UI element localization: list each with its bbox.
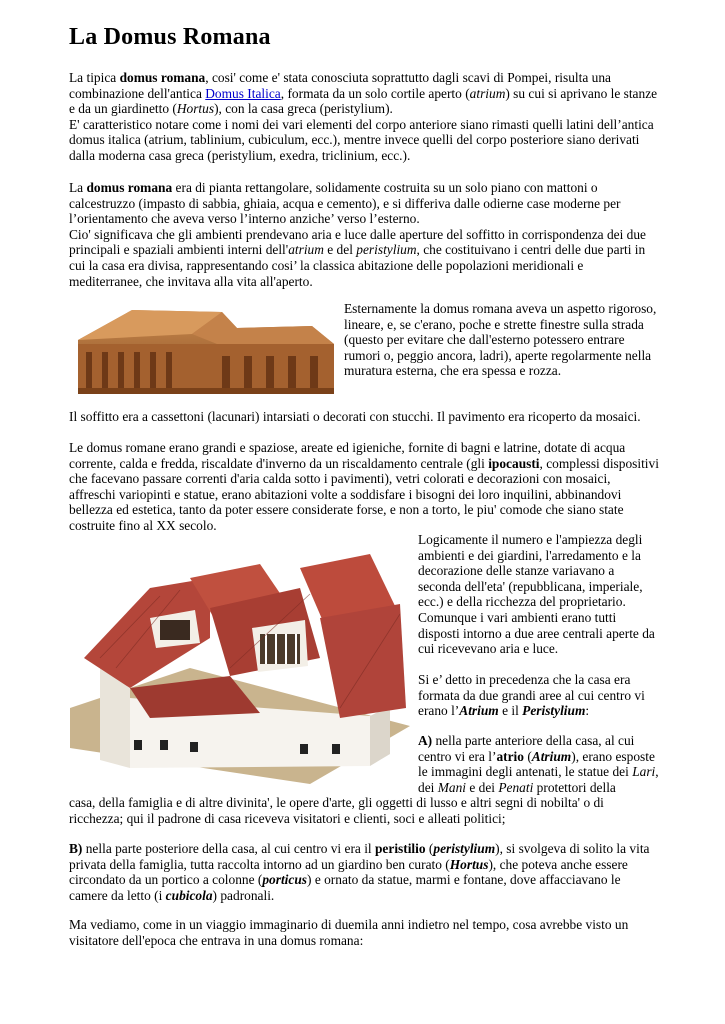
domus-italica-link[interactable]: Domus Italica (205, 85, 281, 101)
paragraph-exterior: Esternamente la domus romana aveva un aspetto rigoroso, lineare, e, se c'erano, poche e strette finestre sulla strada (questo per evitare che dall'esterno potessero entrare rumori o, peggio ancora, ladri), aperte regolarmente nella muratura esterna, che era spessa e rozza. (344, 301, 657, 379)
domus-roof-illustration (70, 548, 410, 784)
paragraph-comfort: Le domus romane erano grandi e spaziose, areate ed igieniche, fornite di bagni e latrine, dotate di acqua corrente, calda e fredda, riscaldate d'inverno da un riscaldamento centrale (gli ipocausti, complessi dispositivi che facevano passare correnti d'aria calda sotto i pavimenti), vetri colorati e decorazioni con mosaici, affreschi variopinti e statue, erano abitazioni volte a soddisfare i bisogni dei loro inquilini, abbinandovi bellezza ed estetica, tanto da poter essere considerate forse, e non a torto, le piu' comode che siano state costruite fino al XX secolo. (69, 440, 659, 533)
paragraph-variations: Logicamente il numero e l'ampiezza degli ambienti e dei giardini, l'arredamento e la decorazione delle stanze variavano a seconda dell'eta' (repubblicana, imperiale, ecc.) e della ricchezza del proprietario. Comunque i vari ambienti erano tutti disposti intorno a due aree centrali aperte da cui ricevevano aria e luce. (418, 532, 655, 657)
paragraph-two-areas: Si e’ detto in precedenza che la casa era formata da due grandi aree al cui centro vi erano l’Atrium e il Peristylium: (418, 672, 645, 719)
paragraph-atrium-continued: casa, della famiglia e di altre divinita', le opere d'arte, gli oggetti di lusso e altri segni di nobilta' o di ricchezza; qui il padrone di casa riceveva visitatori e clienti, soci e alleati politici; (69, 795, 604, 826)
paragraph-peristylium: B) nella parte posteriore della casa, al cui centro vi era il peristilio (peristylium), si svolgeva di solito la vita privata della famiglia, tutta raccolta intorno ad un giardino ben curato (Hortus), che poteva anche essere circondato da un portico a colonne (porticus) e ornato da statue, marmi e fontane, dove affacciavano le camere da letto (i cubicola) padronali. (69, 841, 650, 903)
paragraph-plan: La domus romana era di pianta rettangolare, solidamente costruita su un solo piano con mattoni o calcestruzzo (impasto di sabbia, ghiaia, acqua e cemento), e si differiva dalle odierne case moderne per l’orientamento che aveva verso l’interno anziche’ verso l’esterno. Cio' significava che gli ambienti prendevano aria e luce dalle aperture del soffitto in corrispondenza dei due principali e spaziali ambienti interni dell'atrium e del peristylium, che costituivano i centri delle due parti in cui la casa era divisa, rappresentando cosi’ la classica abitazione delle popolazioni meridionali e mediterranee, che invitava alla vita all'aperto. (69, 180, 647, 289)
paragraph-intro: La tipica domus romana, cosi' come e' stata conosciuta soprattutto dagli scavi di Pompei, risulta una combinazione dell'antica Domus Italica, formata da un solo cortile aperto (atrium) su cui si aprivano le stanze e da un giardinetto (Hortus), con la casa greca (peristylium). E' caratteristico notare come i nomi dei vari elementi del corpo anteriore siano rimasti quelli latini dell’antica domus italica (atrium, tablinium, cubiculum, ecc.), mentre invece quelli del corpo posteriore siano derivati dalla moderna casa greca (peristylium, exedra, triclinium, ecc.). (69, 70, 658, 163)
paragraph-ceiling: Il soffitto era a cassettoni (lacunari) intarsiati o decorati con stucchi. Il pavimento era ricoperto da mosaici. (69, 409, 641, 424)
paragraph-journey: Ma vediamo, come in un viaggio immaginario di duemila anni indietro nel tempo, cosa avrebbe visto un visitatore dell'epoca che entrava in una domus romana: (69, 917, 629, 948)
domus-wooden-model-image (72, 300, 340, 400)
paragraph-atrium: A) nella parte anteriore della casa, al cui centro vi era l’atrio (Atrium), erano esposte le immagini degli antenati, le statue dei Lari, dei Mani e dei Penati protettori della (418, 733, 659, 795)
page-title: La Domus Romana (69, 24, 271, 50)
